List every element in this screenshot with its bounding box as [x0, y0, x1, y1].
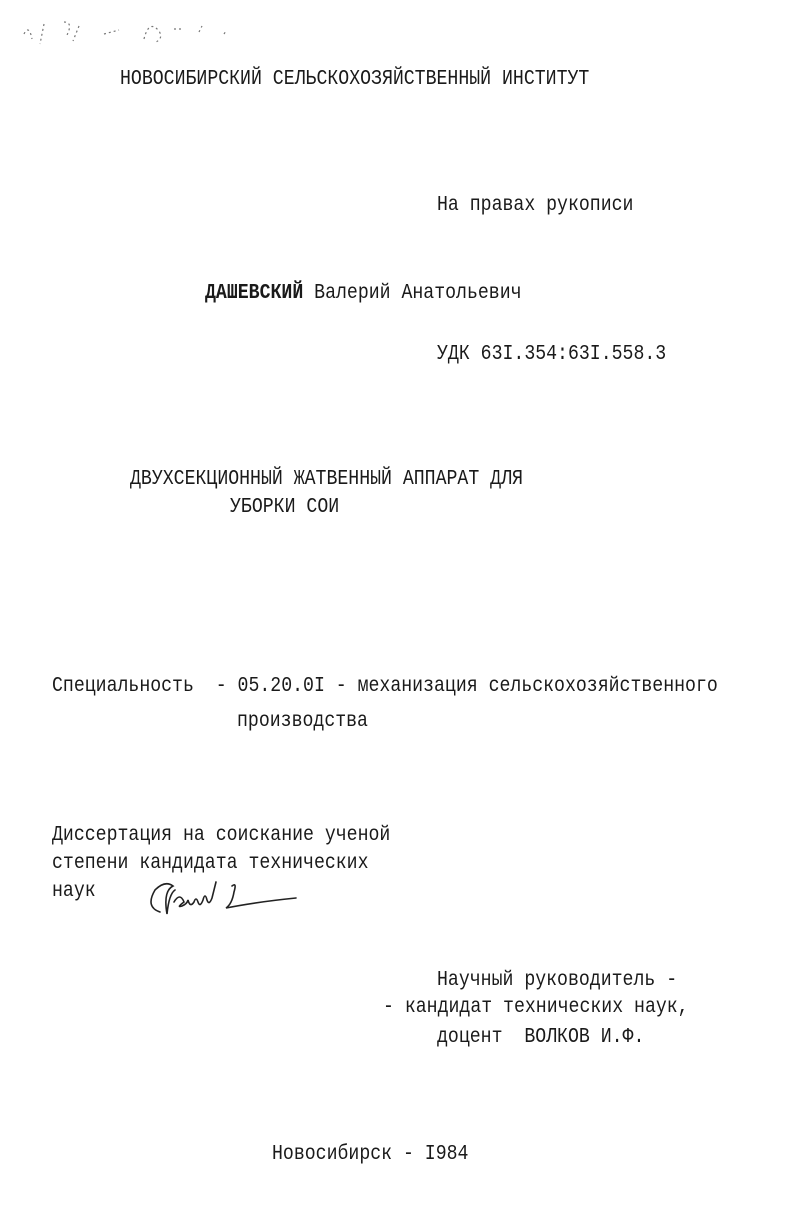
- degree-line-3: наук: [52, 880, 96, 903]
- manuscript-note: На правах рукописи: [437, 194, 634, 217]
- specialty-line-2: производства: [237, 710, 368, 733]
- degree-line-2: степени кандидата технических: [52, 852, 369, 875]
- author-surname: ДАШЕВСКИЙ: [205, 282, 304, 305]
- thesis-title-line-1: ДВУХСЕКЦИОННЫЙ ЖАТВЕННЫЙ АППАРАТ ДЛЯ: [130, 468, 523, 491]
- author-signature: [140, 872, 310, 922]
- supervisor-line-3: доцент ВОЛКОВ И.Ф.: [437, 1026, 645, 1049]
- udc-code: УДК 63I.354:63I.558.3: [437, 343, 667, 366]
- thesis-title-line-2: УБОРКИ СОИ: [230, 496, 340, 519]
- supervisor-line-1: Научный руководитель -: [437, 969, 678, 992]
- author-given-names: Валерий Анатольевич: [314, 282, 522, 305]
- supervisor-line-2: - кандидат технических наук,: [383, 996, 689, 1019]
- place-and-year: Новосибирск - I984: [272, 1143, 469, 1166]
- institution-name: НОВОСИБИРСКИЙ СЕЛЬСКОХОЗЯЙСТВЕННЫЙ ИНСТИТУТ: [120, 68, 590, 91]
- specialty-line-1: Специальность - 05.20.0I - механизация сельскохозяйственного: [52, 675, 718, 698]
- handwritten-archive-mark: [14, 14, 274, 54]
- author-name: [205, 282, 522, 305]
- degree-line-1: Диссертация на соискание ученой: [52, 824, 391, 847]
